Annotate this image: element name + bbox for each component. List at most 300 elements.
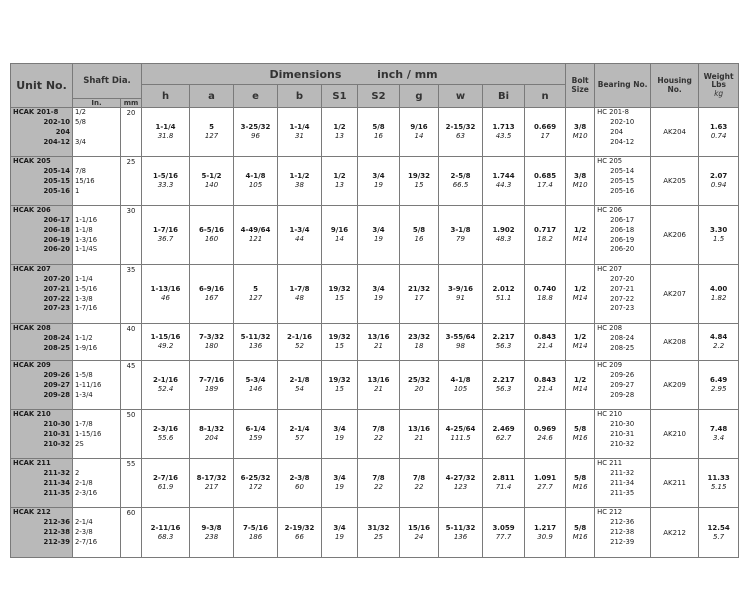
dim-mm-value: 204 bbox=[204, 434, 219, 442]
dim-a-cell bbox=[190, 508, 234, 558]
dim-s1-cell bbox=[322, 108, 358, 157]
dim-mm-value: 46 bbox=[161, 294, 170, 302]
dim-mm-value: 24.6 bbox=[537, 434, 553, 442]
weight-cell bbox=[699, 108, 739, 157]
shaft-mm-cell: 60 bbox=[121, 508, 142, 558]
dim-inch-value: 2.217 bbox=[492, 376, 515, 385]
bearing-no-header: Bearing No. bbox=[595, 64, 651, 108]
shaft-inch-cell bbox=[73, 361, 121, 410]
dim-mm-value: 13 bbox=[335, 132, 344, 140]
bearing-no-cell bbox=[595, 361, 651, 410]
shaft-inch-value bbox=[75, 361, 118, 371]
dim-inch-value: 2-1/16 bbox=[153, 376, 178, 385]
bearing-no: 206-20 bbox=[610, 245, 635, 254]
bearing-no: HC 201-8 bbox=[597, 108, 629, 116]
housing-no-cell: AK206 bbox=[651, 206, 699, 265]
dim-inch-value: 6-9/16 bbox=[199, 285, 224, 294]
unit-no: 209-27 bbox=[43, 380, 70, 389]
shaft-mm-cell: 55 bbox=[121, 459, 142, 508]
dim-inch-value: 2-1/4 bbox=[289, 425, 310, 434]
bearing-no: HC 205 bbox=[597, 157, 623, 165]
shaft-mm-cell: 35 bbox=[121, 265, 142, 324]
inch-subheader: In. bbox=[73, 99, 121, 108]
dim-mm-value: 15 bbox=[335, 294, 344, 302]
dim-mm-value: 25 bbox=[374, 532, 383, 541]
dim-inch-value: 2-15/32 bbox=[445, 123, 476, 132]
unit-no: HCAK 209 bbox=[13, 361, 51, 369]
dim-mm-value: 180 bbox=[204, 342, 219, 350]
dim-mm-value: 19 bbox=[374, 181, 383, 189]
dim-inch-value: 5-11/32 bbox=[445, 523, 476, 532]
dim-s1-cell bbox=[322, 459, 358, 508]
shaft-inch-value bbox=[75, 410, 118, 420]
dim-inch-value: 3.059 bbox=[492, 523, 515, 532]
shaft-inch-value: 2-7/16 bbox=[75, 537, 98, 546]
bearing-no: 208-25 bbox=[610, 343, 635, 352]
dim-s1-cell bbox=[322, 508, 358, 558]
dim-inch-value: 19/32 bbox=[328, 333, 351, 342]
housing-no-cell: AK207 bbox=[651, 265, 699, 324]
dim-mm-value: 160 bbox=[204, 235, 219, 243]
dim-mm-value: 48 bbox=[295, 294, 304, 302]
dim-inch-value: 7-3/32 bbox=[199, 333, 224, 342]
dim-s2-cell bbox=[358, 508, 400, 558]
dim-mm-value: 167 bbox=[204, 294, 219, 302]
dim-mm-value: 19 bbox=[335, 483, 344, 491]
shaft-inch-value: 2-1/8 bbox=[75, 478, 93, 487]
weight-lbs-value: 3.30 bbox=[709, 226, 728, 235]
dim-a-cell bbox=[190, 410, 234, 459]
dim-inch-value: 1-1/4 bbox=[289, 123, 310, 132]
dim-mm-value: 105 bbox=[453, 385, 468, 393]
shaft-inch-value: 1-3/8 bbox=[75, 294, 93, 303]
shaft-inch-value: 1-3/4 bbox=[75, 390, 93, 399]
dim-s1-cell bbox=[322, 410, 358, 459]
bolt-size-cell bbox=[566, 459, 595, 508]
dim-inch-value: 6-25/32 bbox=[240, 474, 271, 483]
shaft-inch-cell bbox=[73, 206, 121, 265]
shaft-inch-value: 2-3/8 bbox=[75, 527, 93, 536]
unit-no: 206-17 bbox=[43, 215, 70, 224]
dim-b-cell bbox=[278, 265, 322, 324]
bearing-no: 205-16 bbox=[610, 186, 635, 195]
shaft-inch-value: 1-1/8 bbox=[75, 225, 93, 234]
bolt-size-cell bbox=[566, 108, 595, 157]
shaft-inch-value: 2-1/4 bbox=[75, 517, 93, 526]
unit-no: 212-38 bbox=[43, 527, 70, 536]
bearing-no: HC 206 bbox=[597, 206, 623, 214]
bolt-inch-value: 5/8 bbox=[573, 474, 587, 483]
dim-inch-value: 23/32 bbox=[407, 333, 431, 342]
bearing-no: 210-31 bbox=[610, 429, 635, 438]
unit-no: HCAK 208 bbox=[13, 324, 51, 332]
dim-mm-value: 123 bbox=[453, 483, 468, 491]
dim-bi-cell bbox=[483, 206, 525, 265]
dim-mm-value: 17 bbox=[540, 132, 550, 140]
bearing-no: 211-35 bbox=[610, 488, 635, 497]
bearing-no-cell bbox=[595, 508, 651, 558]
dim-inch-value: 2-5/8 bbox=[450, 172, 471, 181]
table-row bbox=[11, 324, 739, 361]
dim-b-cell bbox=[278, 508, 322, 558]
bearing-no-cell bbox=[595, 265, 651, 324]
unit-no: HCAK 211 bbox=[13, 459, 51, 467]
dim-inch-value: 4-27/32 bbox=[445, 474, 476, 483]
bolt-inch-value: 1/2 bbox=[573, 333, 587, 342]
dim-inch-value: 13/16 bbox=[407, 425, 431, 434]
dim-e-cell bbox=[234, 108, 278, 157]
dim-inch-value: 1-5/16 bbox=[153, 172, 178, 181]
dim-h-cell bbox=[142, 459, 190, 508]
dim-w-cell bbox=[439, 108, 483, 157]
shaft-inch-cell bbox=[73, 265, 121, 324]
table-row bbox=[11, 410, 739, 459]
weight-cell bbox=[699, 265, 739, 324]
bearing-no: 206-19 bbox=[610, 235, 635, 244]
dim-n-cell bbox=[525, 508, 566, 558]
dim-s2-cell bbox=[358, 459, 400, 508]
unit-no: 206-19 bbox=[43, 235, 70, 244]
dim-a-cell bbox=[190, 361, 234, 410]
dim-inch-value: 21/32 bbox=[407, 285, 431, 294]
bearing-no-cell bbox=[595, 459, 651, 508]
shaft-inch-value: 5/8 bbox=[75, 117, 86, 126]
bearing-no: 212-38 bbox=[610, 527, 635, 536]
dim-s1-cell bbox=[322, 157, 358, 206]
dim-s2-cell bbox=[358, 206, 400, 265]
dim-mm-value: 14 bbox=[414, 132, 424, 140]
bolt-size-cell bbox=[566, 265, 595, 324]
dim-bi-cell bbox=[483, 361, 525, 410]
unit-no: 205-15 bbox=[43, 176, 70, 185]
dim-inch-value: 7/8 bbox=[372, 425, 385, 434]
dim-inch-value: 25/32 bbox=[407, 376, 431, 385]
dim-mm-value: 31 bbox=[295, 132, 304, 140]
dim-mm-value: 18.8 bbox=[537, 294, 553, 302]
weight-kg-label: kg bbox=[714, 88, 724, 98]
unit-no: 209-28 bbox=[43, 390, 70, 399]
shaft-inch-value bbox=[75, 157, 118, 167]
shaft-inch-value: 1-1/16 bbox=[75, 215, 98, 224]
shaft-mm-cell: 40 bbox=[121, 324, 142, 361]
dim-inch-value: 1-15/16 bbox=[150, 333, 181, 342]
bearing-no: 202-10 bbox=[610, 117, 635, 126]
bolt-inch-value: 1/2 bbox=[573, 285, 587, 294]
unit-no: HCAK 207 bbox=[13, 265, 51, 273]
dim-mm-value: 21.4 bbox=[537, 385, 553, 393]
dim-n-cell bbox=[525, 157, 566, 206]
dim-mm-value: 24 bbox=[414, 532, 424, 541]
bearing-no: 207-21 bbox=[610, 284, 635, 293]
shaft-inch-cell bbox=[73, 324, 121, 361]
table-row bbox=[11, 108, 739, 157]
dim-inch-value: 1.713 bbox=[492, 123, 515, 132]
unit-no-cell bbox=[11, 459, 73, 508]
bearing-no: 206-18 bbox=[610, 225, 635, 234]
weight-cell bbox=[699, 157, 739, 206]
dim-e-cell bbox=[234, 459, 278, 508]
bolt-metric-value: M16 bbox=[572, 483, 588, 491]
shaft-inch-value: 3/4 bbox=[75, 137, 86, 146]
dim-mm-value: 172 bbox=[248, 483, 263, 491]
dim-inch-value: 2.811 bbox=[492, 474, 515, 483]
shaft-mm-cell: 20 bbox=[121, 108, 142, 157]
dim-h-cell bbox=[142, 410, 190, 459]
dim-inch-value: 3/4 bbox=[333, 523, 346, 532]
bearing-no: 207-23 bbox=[610, 304, 635, 313]
dim-e-cell bbox=[234, 265, 278, 324]
dim-mm-value: 55.6 bbox=[157, 434, 174, 442]
dim-mm-value: 31.8 bbox=[157, 132, 174, 140]
dim-mm-value: 17.4 bbox=[537, 181, 553, 189]
dim-mm-value: 36.7 bbox=[157, 235, 174, 243]
bolt-inch-value: 5/8 bbox=[573, 425, 587, 434]
dim-inch-value: 2-3/16 bbox=[153, 425, 178, 434]
dim-a-cell bbox=[190, 459, 234, 508]
dim-s2-cell bbox=[358, 324, 400, 361]
housing-no-cell: AK208 bbox=[651, 324, 699, 361]
dim-mm-value: 19 bbox=[335, 532, 344, 541]
dim-mm-value: 21.4 bbox=[537, 342, 553, 350]
bolt-size-cell bbox=[566, 361, 595, 410]
weight-kg-value: 5.15 bbox=[710, 483, 727, 491]
dim-inch-value: 3-25/32 bbox=[240, 123, 271, 132]
dim-inch-value: 3-55/64 bbox=[445, 333, 476, 342]
dim-mm-value: 38 bbox=[295, 181, 304, 189]
dim-inch-value: 1-1/4 bbox=[155, 123, 176, 132]
dim-g-cell bbox=[400, 108, 439, 157]
table-row bbox=[11, 459, 739, 508]
dim-mm-value: 52.4 bbox=[157, 385, 174, 393]
weight-kg-value: 3.4 bbox=[713, 434, 725, 442]
bolt-inch-value: 1/2 bbox=[573, 226, 587, 235]
dim-inch-value: 1-13/16 bbox=[150, 285, 181, 294]
dim-mm-value: 68.3 bbox=[157, 532, 174, 541]
table-row bbox=[11, 206, 739, 265]
weight-cell bbox=[699, 206, 739, 265]
dim-inch-value: 1-7/16 bbox=[153, 226, 178, 235]
dim-g-cell bbox=[400, 157, 439, 206]
shaft-inch-cell bbox=[73, 410, 121, 459]
weight-lbs-value: 2.07 bbox=[709, 172, 728, 181]
bearing-no: HC 208 bbox=[597, 324, 623, 332]
dim-s2-cell bbox=[358, 361, 400, 410]
dim-mm-value: 18.2 bbox=[537, 235, 553, 243]
dim-inch-value: 2.217 bbox=[492, 333, 515, 342]
dim-b-cell bbox=[278, 206, 322, 265]
dim-w-cell bbox=[439, 157, 483, 206]
dim-mm-value: 62.7 bbox=[495, 434, 512, 442]
dim-inch-value: 19/32 bbox=[328, 376, 351, 385]
unit-no-cell bbox=[11, 361, 73, 410]
unit-no: 210-31 bbox=[43, 429, 70, 438]
dim-s2-cell bbox=[358, 265, 400, 324]
dim-h-cell bbox=[142, 324, 190, 361]
dim-inch-value: 5 bbox=[209, 123, 214, 132]
unit-no-cell bbox=[11, 324, 73, 361]
shaft-inch-cell bbox=[73, 157, 121, 206]
col-g-header: g bbox=[400, 85, 439, 108]
shaft-mm-cell: 30 bbox=[121, 206, 142, 265]
weight-lbs-value: 7.48 bbox=[709, 425, 728, 434]
dim-w-cell bbox=[439, 410, 483, 459]
dim-mm-value: 238 bbox=[204, 532, 219, 541]
col-a-header: a bbox=[190, 85, 234, 108]
dim-inch-value: 3/4 bbox=[372, 285, 385, 294]
bolt-inch-value: 1/2 bbox=[573, 376, 587, 385]
weight-kg-value: 1.5 bbox=[713, 235, 725, 243]
housing-no-cell: AK211 bbox=[651, 459, 699, 508]
bolt-metric-value: M16 bbox=[572, 434, 588, 442]
dim-mm-value: 91 bbox=[456, 294, 465, 302]
dim-mm-value: 30.9 bbox=[537, 532, 553, 541]
bolt-size-header: Bolt Size bbox=[566, 64, 595, 108]
dim-inch-value: 3-9/16 bbox=[448, 285, 473, 294]
bearing-no: 209-26 bbox=[610, 370, 635, 379]
dim-inch-value: 4-25/64 bbox=[445, 425, 476, 434]
bearing-no: 205-15 bbox=[610, 176, 635, 185]
weight-label: Weight Lbs bbox=[703, 71, 734, 90]
shaft-inch-value: 1-9/16 bbox=[75, 343, 98, 352]
dim-inch-value: 5 bbox=[253, 285, 258, 294]
unit-no-cell bbox=[11, 508, 73, 558]
dim-mm-value: 127 bbox=[204, 132, 219, 140]
bearing-no: 208-24 bbox=[610, 333, 635, 342]
dim-inch-value: 2.012 bbox=[492, 285, 515, 294]
dim-mm-value: 66 bbox=[295, 532, 304, 541]
dim-bi-cell bbox=[483, 157, 525, 206]
specification-table bbox=[10, 63, 739, 558]
dim-inch-value: 13/16 bbox=[367, 333, 390, 342]
dim-mm-value: 136 bbox=[453, 532, 468, 541]
dim-inch-value: 1.217 bbox=[533, 523, 557, 532]
unit-no-cell bbox=[11, 108, 73, 157]
unit-no-cell bbox=[11, 410, 73, 459]
dim-s1-cell bbox=[322, 361, 358, 410]
dim-inch-value: 2-19/32 bbox=[284, 523, 315, 532]
weight-lbs-value: 11.33 bbox=[707, 474, 730, 483]
dim-inch-value: 9/16 bbox=[330, 226, 349, 235]
dim-mm-value: 21 bbox=[414, 434, 424, 442]
shaft-inch-value bbox=[75, 324, 118, 334]
dim-n-cell bbox=[525, 324, 566, 361]
dim-inch-value: 3/4 bbox=[333, 474, 346, 483]
dim-mm-value: 13 bbox=[335, 181, 344, 189]
bearing-no: 206-17 bbox=[610, 215, 635, 224]
dim-mm-value: 60 bbox=[295, 483, 304, 491]
shaft-mm-cell: 25 bbox=[121, 157, 142, 206]
shaft-inch-cell bbox=[73, 508, 121, 558]
shaft-inch-value: 1-15/16 bbox=[75, 429, 102, 438]
dim-a-cell bbox=[190, 265, 234, 324]
weight-kg-value: 2.95 bbox=[710, 385, 727, 393]
bolt-size-cell bbox=[566, 324, 595, 361]
dim-mm-value: 48.3 bbox=[495, 235, 512, 243]
unit-no: 202-10 bbox=[43, 117, 70, 126]
dim-e-cell bbox=[234, 410, 278, 459]
dim-mm-value: 43.5 bbox=[495, 132, 512, 140]
dim-a-cell bbox=[190, 324, 234, 361]
dim-inch-value: 1.902 bbox=[492, 226, 515, 235]
col-w-header: w bbox=[439, 85, 483, 108]
unit-no: 206-20 bbox=[43, 245, 70, 254]
dim-inch-value: 3/4 bbox=[372, 172, 385, 181]
bolt-metric-value: M10 bbox=[572, 132, 588, 140]
dim-inch-value: 5/8 bbox=[372, 123, 385, 132]
dim-mm-value: 98 bbox=[456, 342, 465, 350]
dim-e-cell bbox=[234, 508, 278, 558]
dim-inch-value: 1.091 bbox=[533, 474, 557, 483]
bearing-no: 210-30 bbox=[610, 419, 635, 428]
dim-inch-value: 0.740 bbox=[533, 285, 557, 294]
dim-bi-cell bbox=[483, 265, 525, 324]
bearing-no-cell bbox=[595, 324, 651, 361]
dim-mm-value: 44.3 bbox=[495, 181, 512, 189]
dim-s1-cell bbox=[322, 324, 358, 361]
dim-mm-value: 121 bbox=[248, 235, 263, 243]
dim-inch-value: 6-1/4 bbox=[245, 425, 266, 434]
dim-h-cell bbox=[142, 508, 190, 558]
dim-bi-cell bbox=[483, 108, 525, 157]
dim-mm-value: 49.2 bbox=[157, 342, 174, 350]
shaft-mm-cell: 50 bbox=[121, 410, 142, 459]
dim-inch-value: 2-1/16 bbox=[287, 333, 312, 342]
table-row bbox=[11, 265, 739, 324]
shaft-inch-value bbox=[75, 206, 118, 216]
dim-mm-value: 105 bbox=[248, 181, 263, 189]
dim-inch-value: 7/8 bbox=[412, 474, 426, 483]
bearing-no: 207-22 bbox=[610, 294, 635, 303]
dim-inch-value: 6-5/16 bbox=[199, 226, 224, 235]
dim-s2-cell bbox=[358, 157, 400, 206]
shaft-inch-cell bbox=[73, 108, 121, 157]
dim-mm-value: 33.3 bbox=[157, 181, 174, 189]
dim-mm-value: 56.3 bbox=[495, 385, 512, 393]
shaft-inch-value: 1-5/8 bbox=[75, 370, 93, 379]
dim-inch-value: 8-1/32 bbox=[199, 425, 224, 434]
dim-h-cell bbox=[142, 108, 190, 157]
dim-mm-value: 19 bbox=[374, 235, 383, 243]
shaft-inch-value: 1-7/8 bbox=[75, 419, 93, 428]
unit-no: 205-14 bbox=[43, 166, 70, 175]
weight-kg-value: 0.94 bbox=[710, 181, 727, 189]
dim-b-cell bbox=[278, 361, 322, 410]
dim-mm-value: 159 bbox=[248, 434, 263, 442]
dim-inch-value: 0.969 bbox=[533, 425, 557, 434]
dim-inch-value: 1.744 bbox=[492, 172, 515, 181]
dim-n-cell bbox=[525, 361, 566, 410]
dim-h-cell bbox=[142, 206, 190, 265]
dim-mm-value: 63 bbox=[456, 132, 465, 140]
bolt-inch-value: 3/8 bbox=[573, 172, 587, 181]
dim-inch-value: 8-17/32 bbox=[196, 474, 227, 483]
dim-w-cell bbox=[439, 508, 483, 558]
bearing-no: 207-20 bbox=[610, 274, 635, 283]
unit-no: 205-16 bbox=[43, 186, 70, 195]
weight-kg-value: 5.7 bbox=[713, 532, 725, 541]
col-s2-header: S2 bbox=[358, 85, 400, 108]
dim-inch-value: 13/16 bbox=[367, 376, 390, 385]
dim-inch-value: 31/32 bbox=[367, 523, 390, 532]
shaft-inch-cell bbox=[73, 459, 121, 508]
dim-bi-cell bbox=[483, 410, 525, 459]
dim-inch-value: 3-1/8 bbox=[450, 226, 471, 235]
dim-inch-value: 0.843 bbox=[533, 333, 557, 342]
dim-inch-value: 0.685 bbox=[533, 172, 557, 181]
dim-b-cell bbox=[278, 108, 322, 157]
bolt-inch-value: 5/8 bbox=[573, 523, 587, 532]
dim-g-cell bbox=[400, 324, 439, 361]
